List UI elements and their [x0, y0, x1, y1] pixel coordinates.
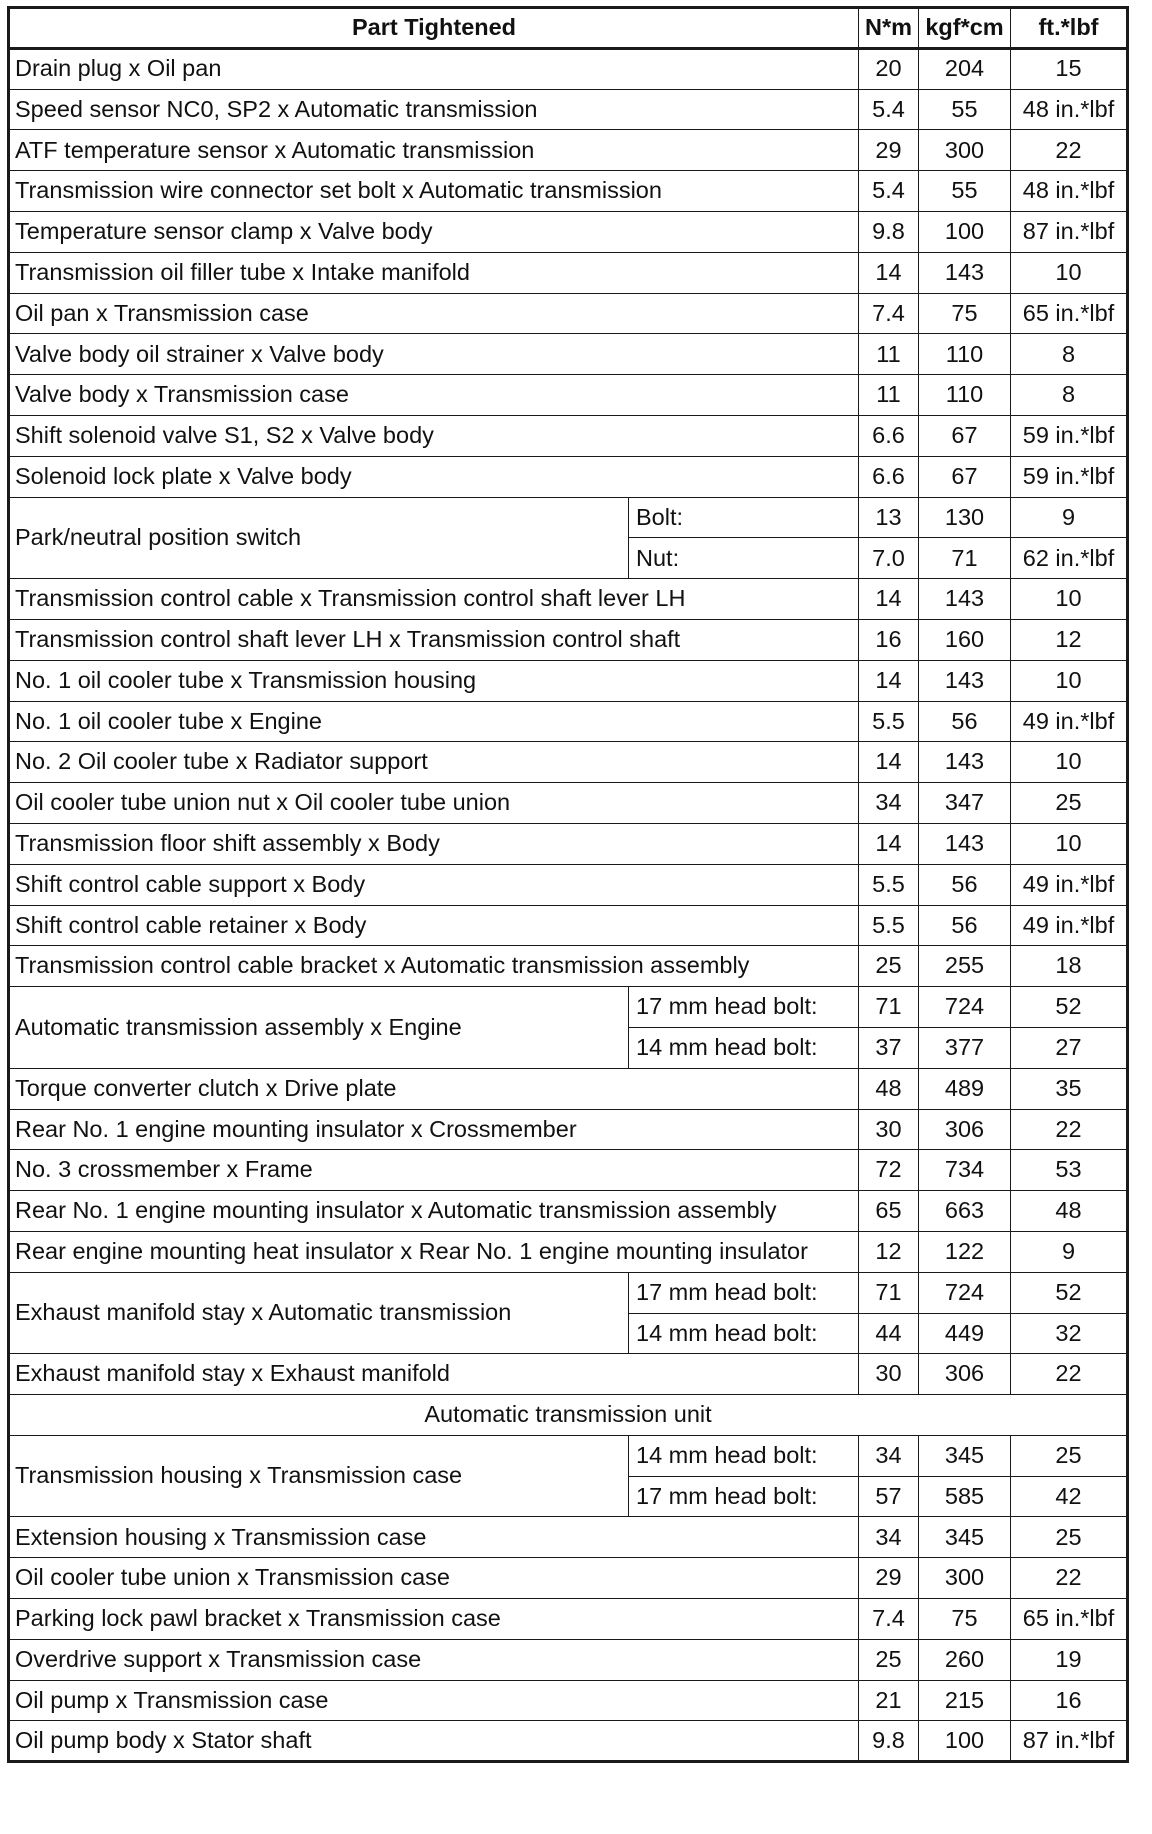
value-nm: 12 [859, 1231, 919, 1272]
value-ftlbf: 12 [1011, 619, 1128, 660]
table-row [9, 987, 1128, 1028]
part-name: No. 2 Oil cooler tube x Radiator support [9, 742, 859, 783]
value-ftlbf: 48 [1011, 1191, 1128, 1232]
value-nm: 7.4 [859, 293, 919, 334]
value-nm: 6.6 [859, 456, 919, 497]
table-row [9, 375, 1128, 416]
part-name: Drain plug x Oil pan [9, 48, 859, 89]
value-nm: 29 [859, 130, 919, 171]
part-name: Oil cooler tube union x Transmission case [9, 1558, 859, 1599]
part-name: Transmission floor shift assembly x Body [9, 823, 859, 864]
value-kgfcm: 345 [919, 1435, 1011, 1476]
table-row [9, 1599, 1128, 1640]
value-kgfcm: 347 [919, 783, 1011, 824]
value-nm: 16 [859, 619, 919, 660]
part-name: Rear engine mounting heat insulator x Rear No. 1 engine mounting insulator [9, 1231, 859, 1272]
part-name: Exhaust manifold stay x Exhaust manifold [9, 1354, 859, 1395]
fastener-type: Bolt: [629, 497, 859, 538]
table-row [9, 1068, 1128, 1109]
value-kgfcm: 300 [919, 1558, 1011, 1599]
value-ftlbf: 9 [1011, 1231, 1128, 1272]
value-kgfcm: 489 [919, 1068, 1011, 1109]
value-ftlbf: 49 in.*lbf [1011, 864, 1128, 905]
value-nm: 5.5 [859, 701, 919, 742]
fastener-type: 17 mm head bolt: [629, 1476, 859, 1517]
part-name: No. 3 crossmember x Frame [9, 1150, 859, 1191]
table-row [9, 579, 1128, 620]
value-ftlbf: 22 [1011, 1109, 1128, 1150]
value-nm: 48 [859, 1068, 919, 1109]
table-row [9, 946, 1128, 987]
table-row [9, 619, 1128, 660]
value-nm: 25 [859, 946, 919, 987]
table-row [9, 1517, 1128, 1558]
part-name: Oil pan x Transmission case [9, 293, 859, 334]
part-name: No. 1 oil cooler tube x Transmission housing [9, 660, 859, 701]
torque-specification-table [7, 6, 1129, 1763]
table-row [9, 1435, 1128, 1476]
value-nm: 7.4 [859, 1599, 919, 1640]
value-ftlbf: 62 in.*lbf [1011, 538, 1128, 579]
value-ftlbf: 65 in.*lbf [1011, 293, 1128, 334]
header-kgfcm: kgf*cm [919, 8, 1011, 49]
table-row [9, 293, 1128, 334]
value-ftlbf: 8 [1011, 334, 1128, 375]
value-kgfcm: 67 [919, 456, 1011, 497]
part-name: Solenoid lock plate x Valve body [9, 456, 859, 497]
part-name: Transmission oil filler tube x Intake manifold [9, 252, 859, 293]
table-row [9, 1680, 1128, 1721]
value-nm: 71 [859, 987, 919, 1028]
value-ftlbf: 16 [1011, 1680, 1128, 1721]
value-nm: 21 [859, 1680, 919, 1721]
part-name: Oil pump body x Stator shaft [9, 1721, 859, 1762]
value-kgfcm: 160 [919, 619, 1011, 660]
value-nm: 72 [859, 1150, 919, 1191]
value-ftlbf: 25 [1011, 783, 1128, 824]
table-row [9, 252, 1128, 293]
part-name: No. 1 oil cooler tube x Engine [9, 701, 859, 742]
table-row [9, 701, 1128, 742]
value-ftlbf: 15 [1011, 48, 1128, 89]
part-name: Rear No. 1 engine mounting insulator x Crossmember [9, 1109, 859, 1150]
value-nm: 14 [859, 742, 919, 783]
part-name: Temperature sensor clamp x Valve body [9, 211, 859, 252]
value-kgfcm: 663 [919, 1191, 1011, 1232]
table-row [9, 1109, 1128, 1150]
value-kgfcm: 143 [919, 823, 1011, 864]
table-row [9, 415, 1128, 456]
value-kgfcm: 110 [919, 375, 1011, 416]
table-row [9, 823, 1128, 864]
value-ftlbf: 49 in.*lbf [1011, 701, 1128, 742]
value-ftlbf: 25 [1011, 1517, 1128, 1558]
value-ftlbf: 25 [1011, 1435, 1128, 1476]
header-ftlbf: ft.*lbf [1011, 8, 1128, 49]
fastener-type: 14 mm head bolt: [629, 1435, 859, 1476]
value-nm: 9.8 [859, 1721, 919, 1762]
value-kgfcm: 215 [919, 1680, 1011, 1721]
value-kgfcm: 75 [919, 293, 1011, 334]
value-kgfcm: 143 [919, 579, 1011, 620]
header-part-tightened: Part Tightened [9, 8, 859, 49]
value-kgfcm: 345 [919, 1517, 1011, 1558]
part-name: Transmission control cable x Transmission control shaft lever LH [9, 579, 859, 620]
part-name: Valve body oil strainer x Valve body [9, 334, 859, 375]
value-kgfcm: 143 [919, 660, 1011, 701]
value-nm: 29 [859, 1558, 919, 1599]
value-ftlbf: 10 [1011, 742, 1128, 783]
fastener-type: 14 mm head bolt: [629, 1027, 859, 1068]
value-nm: 71 [859, 1272, 919, 1313]
value-kgfcm: 585 [919, 1476, 1011, 1517]
value-ftlbf: 10 [1011, 660, 1128, 701]
value-ftlbf: 9 [1011, 497, 1128, 538]
fastener-type: 17 mm head bolt: [629, 987, 859, 1028]
table-row [9, 1272, 1128, 1313]
value-ftlbf: 48 in.*lbf [1011, 89, 1128, 130]
value-ftlbf: 32 [1011, 1313, 1128, 1354]
value-nm: 7.0 [859, 538, 919, 579]
value-nm: 5.4 [859, 89, 919, 130]
value-ftlbf: 87 in.*lbf [1011, 1721, 1128, 1762]
part-name: Parking lock pawl bracket x Transmission case [9, 1599, 859, 1640]
part-name: Overdrive support x Transmission case [9, 1639, 859, 1680]
value-kgfcm: 306 [919, 1109, 1011, 1150]
value-ftlbf: 59 in.*lbf [1011, 456, 1128, 497]
value-nm: 14 [859, 579, 919, 620]
value-ftlbf: 65 in.*lbf [1011, 1599, 1128, 1640]
value-kgfcm: 724 [919, 1272, 1011, 1313]
value-nm: 25 [859, 1639, 919, 1680]
part-name: Shift control cable support x Body [9, 864, 859, 905]
table-row [9, 1721, 1128, 1762]
value-ftlbf: 35 [1011, 1068, 1128, 1109]
value-kgfcm: 71 [919, 538, 1011, 579]
value-nm: 14 [859, 252, 919, 293]
value-nm: 13 [859, 497, 919, 538]
section-row [9, 1395, 1128, 1436]
header-nm: N*m [859, 8, 919, 49]
value-nm: 65 [859, 1191, 919, 1232]
value-nm: 5.5 [859, 864, 919, 905]
value-nm: 30 [859, 1354, 919, 1395]
part-name: Transmission control cable bracket x Automatic transmission assembly [9, 946, 859, 987]
part-name: Park/neutral position switch [9, 497, 629, 579]
value-kgfcm: 143 [919, 742, 1011, 783]
value-kgfcm: 56 [919, 905, 1011, 946]
value-nm: 11 [859, 334, 919, 375]
part-name: Speed sensor NC0, SP2 x Automatic transmission [9, 89, 859, 130]
table-row [9, 1191, 1128, 1232]
value-ftlbf: 87 in.*lbf [1011, 211, 1128, 252]
part-name: Valve body x Transmission case [9, 375, 859, 416]
value-kgfcm: 55 [919, 89, 1011, 130]
value-nm: 34 [859, 1517, 919, 1558]
value-ftlbf: 10 [1011, 579, 1128, 620]
value-kgfcm: 100 [919, 1721, 1011, 1762]
value-nm: 44 [859, 1313, 919, 1354]
value-ftlbf: 8 [1011, 375, 1128, 416]
value-nm: 5.4 [859, 171, 919, 212]
table-row [9, 1150, 1128, 1191]
value-kgfcm: 56 [919, 701, 1011, 742]
part-name: Rear No. 1 engine mounting insulator x Automatic transmission assembly [9, 1191, 859, 1232]
part-name: Automatic transmission assembly x Engine [9, 987, 629, 1069]
table-row [9, 334, 1128, 375]
value-ftlbf: 49 in.*lbf [1011, 905, 1128, 946]
value-nm: 34 [859, 783, 919, 824]
table-row [9, 1354, 1128, 1395]
value-nm: 37 [859, 1027, 919, 1068]
value-kgfcm: 260 [919, 1639, 1011, 1680]
value-nm: 5.5 [859, 905, 919, 946]
value-kgfcm: 734 [919, 1150, 1011, 1191]
value-kgfcm: 100 [919, 211, 1011, 252]
table-row [9, 742, 1128, 783]
part-name: Transmission wire connector set bolt x Automatic transmission [9, 171, 859, 212]
part-name: Shift solenoid valve S1, S2 x Valve body [9, 415, 859, 456]
table-row [9, 1639, 1128, 1680]
value-ftlbf: 22 [1011, 1558, 1128, 1599]
table-row [9, 211, 1128, 252]
value-nm: 57 [859, 1476, 919, 1517]
table-row [9, 89, 1128, 130]
value-kgfcm: 56 [919, 864, 1011, 905]
value-nm: 9.8 [859, 211, 919, 252]
table-row [9, 1558, 1128, 1599]
value-ftlbf: 53 [1011, 1150, 1128, 1191]
value-kgfcm: 67 [919, 415, 1011, 456]
value-kgfcm: 204 [919, 48, 1011, 89]
value-ftlbf: 59 in.*lbf [1011, 415, 1128, 456]
value-nm: 11 [859, 375, 919, 416]
value-ftlbf: 10 [1011, 252, 1128, 293]
value-kgfcm: 449 [919, 1313, 1011, 1354]
part-name: Transmission housing x Transmission case [9, 1435, 629, 1517]
value-kgfcm: 143 [919, 252, 1011, 293]
part-name: Shift control cable retainer x Body [9, 905, 859, 946]
value-ftlbf: 10 [1011, 823, 1128, 864]
value-kgfcm: 75 [919, 1599, 1011, 1640]
value-nm: 34 [859, 1435, 919, 1476]
value-ftlbf: 27 [1011, 1027, 1128, 1068]
table-body [9, 48, 1128, 1761]
part-name: ATF temperature sensor x Automatic transmission [9, 130, 859, 171]
value-ftlbf: 18 [1011, 946, 1128, 987]
value-nm: 6.6 [859, 415, 919, 456]
table-header-row [9, 8, 1128, 49]
part-name: Oil cooler tube union nut x Oil cooler tube union [9, 783, 859, 824]
value-ftlbf: 42 [1011, 1476, 1128, 1517]
table-row [9, 660, 1128, 701]
fastener-type: 14 mm head bolt: [629, 1313, 859, 1354]
table-row [9, 783, 1128, 824]
value-ftlbf: 48 in.*lbf [1011, 171, 1128, 212]
value-kgfcm: 122 [919, 1231, 1011, 1272]
fastener-type: Nut: [629, 538, 859, 579]
table-row [9, 497, 1128, 538]
section-heading: Automatic transmission unit [9, 1395, 1128, 1436]
value-ftlbf: 22 [1011, 130, 1128, 171]
part-name: Exhaust manifold stay x Automatic transmission [9, 1272, 629, 1354]
table-row [9, 864, 1128, 905]
value-nm: 14 [859, 660, 919, 701]
value-kgfcm: 110 [919, 334, 1011, 375]
value-ftlbf: 52 [1011, 987, 1128, 1028]
part-name: Oil pump x Transmission case [9, 1680, 859, 1721]
table-row [9, 456, 1128, 497]
value-kgfcm: 377 [919, 1027, 1011, 1068]
part-name: Extension housing x Transmission case [9, 1517, 859, 1558]
table-row [9, 1231, 1128, 1272]
value-kgfcm: 130 [919, 497, 1011, 538]
value-kgfcm: 55 [919, 171, 1011, 212]
table-row [9, 905, 1128, 946]
table-row [9, 48, 1128, 89]
value-nm: 14 [859, 823, 919, 864]
value-kgfcm: 300 [919, 130, 1011, 171]
table-row [9, 130, 1128, 171]
value-ftlbf: 22 [1011, 1354, 1128, 1395]
part-name: Transmission control shaft lever LH x Transmission control shaft [9, 619, 859, 660]
value-kgfcm: 306 [919, 1354, 1011, 1395]
table-row [9, 171, 1128, 212]
value-kgfcm: 724 [919, 987, 1011, 1028]
fastener-type: 17 mm head bolt: [629, 1272, 859, 1313]
value-ftlbf: 52 [1011, 1272, 1128, 1313]
value-nm: 30 [859, 1109, 919, 1150]
value-ftlbf: 19 [1011, 1639, 1128, 1680]
value-nm: 20 [859, 48, 919, 89]
value-kgfcm: 255 [919, 946, 1011, 987]
part-name: Torque converter clutch x Drive plate [9, 1068, 859, 1109]
